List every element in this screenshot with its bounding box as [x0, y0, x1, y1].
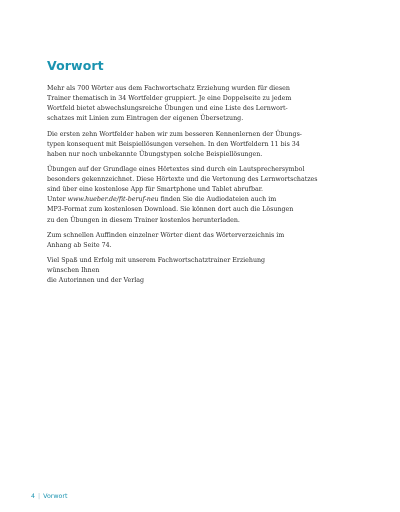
text-line: Mehr als 700 Wörter aus dem Fachwortschatz Erziehung wurden für diesen: [47, 85, 290, 92]
text-line: Wortfeld bietet abwechslungsreiche Übungen und eine Liste des Lernwort-: [47, 105, 288, 113]
link-suffix: finden Sie die Audiodateien auch im: [158, 196, 277, 204]
text-line: Viel Spaß und Erfolg mit unserem Fachwortschatztrainer Erziehung: [47, 257, 266, 265]
website-link[interactable]: www.hueber.de/fit-beruf-neu: [67, 196, 159, 204]
footer-section-name: Vorwort: [43, 493, 68, 500]
foreword-body: [47, 84, 367, 292]
paragraph-intro: [47, 84, 367, 124]
text-line: typen konsequent mit Beispiellösungen versehen. In den Wortfeldern 11 bis 34: [47, 140, 300, 148]
text-line: Die ersten zehn Wortfelder haben wir zum besseren Kennenlernen der Übungs-: [47, 130, 302, 138]
paragraph-closing: [47, 256, 367, 286]
text-line: die Autorinnen und der Verlag: [47, 277, 145, 285]
link-prefix: Unter: [47, 196, 68, 204]
text-line: sind über eine kostenlose App für Smartphone und Tablet abrufbar.: [47, 186, 264, 194]
text-line: Zum schnellen Auffinden einzelner Wörter dient das Wörterverzeichnis im: [47, 231, 285, 239]
page-footer: [31, 493, 67, 500]
footer-separator: |: [38, 493, 41, 500]
page-title: Vorwort: [47, 58, 104, 73]
text-line-with-link: [47, 195, 367, 205]
text-line: Übungen auf der Grundlage eines Hörtextes sind durch ein Lautsprechersymbol: [47, 166, 305, 174]
text-line: haben nur noch unbekannte Übungstypen solche Beispiellösungen.: [47, 150, 263, 158]
text-line: besonders gekennzeichnet. Diese Hörtexte und die Vertonung des Lernwortschatzes: [47, 176, 318, 184]
paragraph-index: [47, 231, 367, 251]
text-line: Anhang ab Seite 74.: [47, 241, 112, 249]
text-line: MP3-Format zum kostenlosen Download. Sie können dort auch die Lösungen: [47, 206, 294, 214]
paragraph-audio: [47, 165, 367, 226]
page-number: 4: [31, 493, 36, 500]
text-line: Trainer thematisch in 34 Wortfelder gruppiert. Je eine Doppelseite zu jedem: [47, 95, 292, 103]
text-line: schatzes mit Linien zum Eintragen der eigenen Übersetzung.: [47, 115, 244, 123]
paragraph-wordfields: [47, 130, 367, 160]
text-line: wünschen Ihnen: [47, 267, 100, 275]
text-line: zu den Übungen in diesem Trainer kostenlos herunterladen.: [47, 216, 240, 224]
